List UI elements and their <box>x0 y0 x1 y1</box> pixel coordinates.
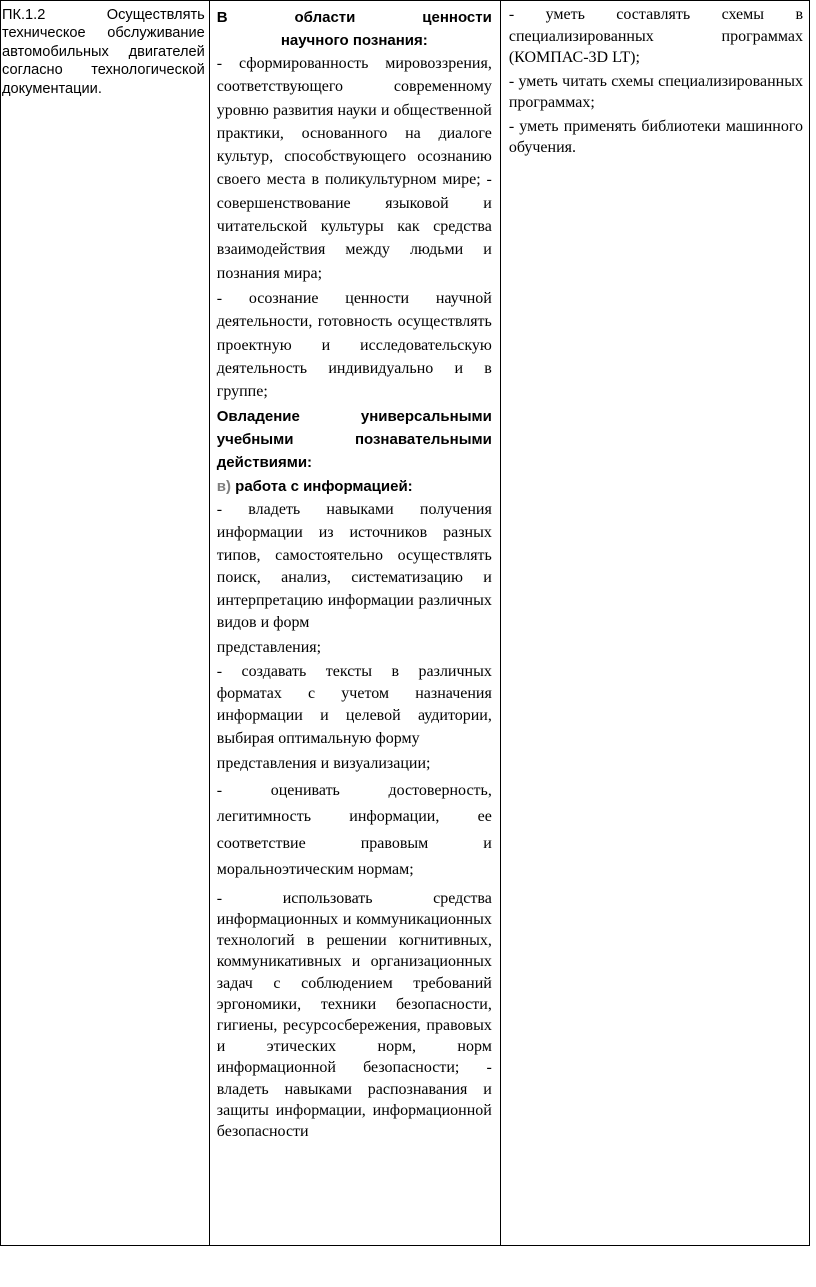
list-item: - оценивать достоверность, легитимность информации, ее соответствие правовым и моральноэтическим нормам; <box>216 781 492 879</box>
value-heading-line1: В области ценности <box>216 9 492 26</box>
meta-heading: Овладение универсальными учебными познавательными действиями: <box>216 408 492 472</box>
sub-heading-text: работа с информацией: <box>235 478 413 496</box>
value-heading-line2: научного познания: <box>280 32 428 49</box>
competency-cell <box>1 1 210 1246</box>
list-item: - использовать средства информационных и коммуникационных технологий в решении когнитивных, коммуникативных и организационных задач с соблюдением требований эргономики, техники безопасности, гигиены, ресурсосбережения, правовых и этических норм, норм информационной безопасности; - владеть навыками распознавания и защиты информации, информационной безопасности <box>216 889 492 1141</box>
list-item: представления; <box>216 639 322 657</box>
list-item: - владеть навыками получения информации из источников разных типов, самостоятельно осуществлять поиск, анализ, систематизацию и интерпретацию информации различных видов и форм <box>216 501 492 632</box>
table-row <box>1 1 810 1246</box>
list-item: - осознание ценности научной деятельности, готовность осуществлять проектную и исследовательскую деятельность индивидуально и в группе; <box>216 289 492 401</box>
competency-text: ПК.1.2 Осуществлять техническое обслуживание автомобильных двигателей согласно технологической документации. <box>2 7 205 97</box>
skills-cell <box>500 1 809 1246</box>
list-item: - создавать тексты в различных форматах с учетом назначения информации и целевой аудитории, выбирая оптимальную форму <box>216 663 492 747</box>
list-item: - уметь читать схемы специализированных программах; <box>508 72 803 111</box>
value-heading <box>217 6 492 52</box>
personal-results-cell <box>209 1 500 1246</box>
list-item: - уметь составлять схемы в специализированных программах (КОМПАС-3D LT); <box>508 6 803 66</box>
list-item: представления и визуализации; <box>216 754 431 772</box>
list-item: - уметь применять библиотеки машинного обучения. <box>508 117 803 156</box>
sub-heading <box>217 475 492 499</box>
list-item: - сформированность мировоззрения, соответствующего современному уровню развития науки и общественной практики, основанного на диалоге культур, способствующего осознанию своего места в поликультурном мире; - совершенствование языковой и читательской культуры как средства взаимодействия между людьми и познания мира; <box>216 55 492 282</box>
sub-heading-letter: в) <box>216 478 231 496</box>
